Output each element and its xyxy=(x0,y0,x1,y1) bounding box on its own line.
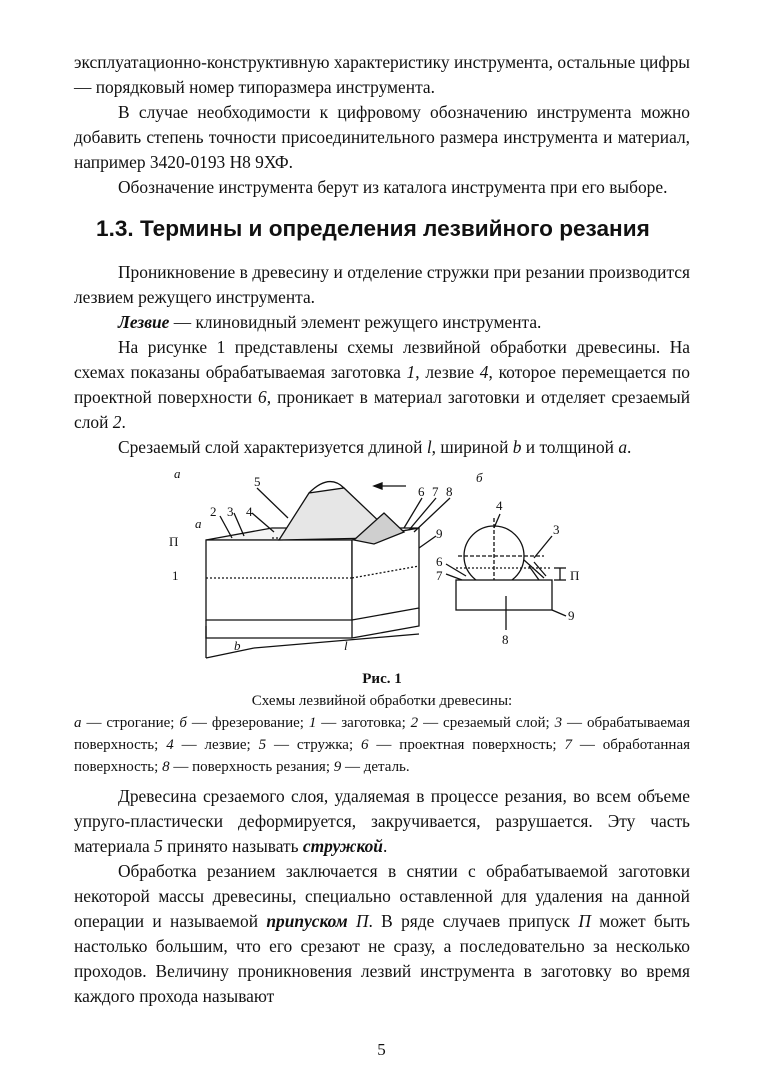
term-lezvie: Лезвие xyxy=(118,312,170,332)
paragraph-4: Проникновение в древесину и отделение стружки при резании производится лезвием режущего инструмента. xyxy=(74,262,690,307)
paragraph-5: Лезвие — клиновидный элемент режущего инструмента. xyxy=(118,312,542,332)
milling-scheme xyxy=(446,514,566,630)
right-label-P: П xyxy=(570,568,580,583)
panel-label-b: б xyxy=(476,470,483,485)
panel-label-a: а xyxy=(174,468,181,481)
page-number: 5 xyxy=(377,1040,386,1059)
planing-scheme xyxy=(206,482,450,658)
label-P: П xyxy=(169,534,179,549)
label-6: 6 xyxy=(418,484,425,499)
right-label-6: 6 xyxy=(436,554,443,569)
figure-drawing xyxy=(74,468,690,668)
paragraph-3: Обозначение инструмента берут из каталога инструмента при его выборе. xyxy=(118,177,668,197)
section-heading: 1.3. Термины и определения лезвийного резания xyxy=(96,216,650,241)
right-label-9: 9 xyxy=(568,608,575,623)
paragraph-1: эксплуатационно-конструктивную характеристику инструмента, остальные цифры — порядковый номер типоразмера инструмента. xyxy=(74,52,690,97)
label-7: 7 xyxy=(432,484,439,499)
paragraph-6: На рисунке 1 представлены схемы лезвийной обработки древесины. На схемах показаны обрабатываемая заготовка 1, лезвие 4, которое перемещается по проектной поверхности 6, проникает в материал заготовки и отделяет срезаемый слой 2. xyxy=(74,337,691,432)
figure-caption-title: Рис. 1 xyxy=(362,671,402,687)
right-label-8: 8 xyxy=(502,632,509,647)
right-label-4: 4 xyxy=(496,498,503,513)
right-label-7: 7 xyxy=(436,568,443,583)
label-l-length: l xyxy=(344,638,348,653)
page-body xyxy=(74,50,690,1009)
figure-caption-subtitle: Схемы лезвийной обработки древесины: xyxy=(251,693,513,709)
figure-caption-legend: а — строгание; б — фрезерование; 1 — заготовка; 2 — срезаемый слой; 3 — обрабатываемая поверхность; 4 — лезвие; 5 — стружка; 6 — проектная поверхность; 7 — обработанная поверхность; 8 — поверхность резания; 9 — деталь. xyxy=(74,715,691,775)
label-9: 9 xyxy=(436,526,443,541)
label-b-width: b xyxy=(234,638,241,653)
label-a-thickness: а xyxy=(195,516,202,531)
term-struzhka: стружкой xyxy=(302,836,383,856)
paragraph-8: Древесина срезаемого слоя, удаляемая в процессе резания, во всем объеме упруго-пластически деформируется, закручивается, разрушается. Эту часть материала 5 принято называть стружкой. xyxy=(74,786,690,856)
paragraph-7: Срезаемый слой характеризуется длиной l, шириной b и толщиной a. xyxy=(118,437,632,457)
label-4: 4 xyxy=(246,504,253,519)
paragraph-2: В случае необходимости к цифровому обозначению инструмента можно добавить степень точности присоединительного размера инструмента и материал, например 3420-0193 Н8 9ХФ. xyxy=(74,102,690,172)
label-5: 5 xyxy=(254,474,261,489)
figure-cutting-schemes xyxy=(74,468,690,668)
right-label-3: 3 xyxy=(553,522,560,537)
label-1: 1 xyxy=(172,568,179,583)
term-pripusk: припуском xyxy=(266,911,348,931)
label-2: 2 xyxy=(210,504,217,519)
label-8: 8 xyxy=(446,484,453,499)
paragraph-9: Обработка резанием заключается в снятии с обрабатываемой заготовки некоторой массы древесины, специально оставленной для удаления на данной операции и называемой припуском П. В ряде случаев припуск П может быть настолько большим, что его срезают не сразу, а последовательно за несколько проходов. Величину проникновения лезвий инструмента в заготовку во время каждого прохода называют xyxy=(74,861,690,1006)
label-3: 3 xyxy=(227,504,234,519)
